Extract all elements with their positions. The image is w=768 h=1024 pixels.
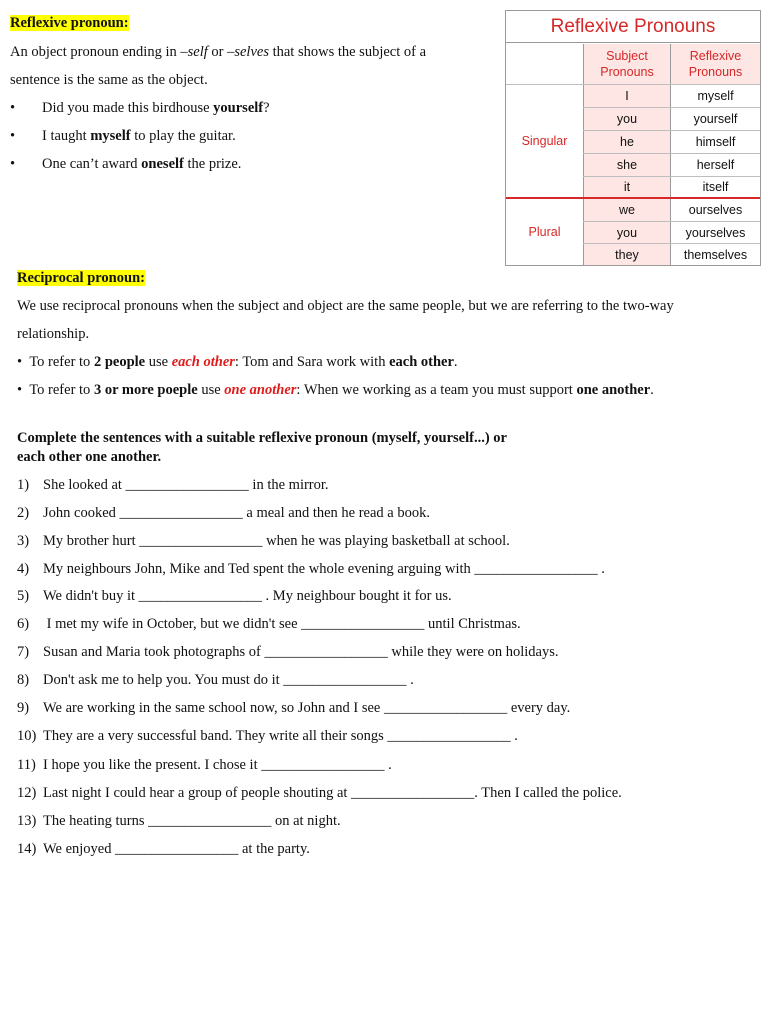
table-group-singular: Singular xyxy=(521,134,568,148)
table-divider xyxy=(583,107,760,108)
exercise-instructions-line1: Complete the sentences with a suitable reflexive pronoun (myself, yourself...) or xyxy=(17,430,507,446)
table-cell-reflexive: yourselves xyxy=(685,225,746,240)
exercise-item: 2) John cooked _________________ a meal and then he read a book. xyxy=(17,505,430,521)
exercise-instructions-line2: each other one another. xyxy=(17,449,162,465)
table-divider xyxy=(670,44,671,265)
reflexive-heading: Reflexive pronoun: xyxy=(10,15,129,31)
reciprocal-definition-line1: We use reciprocal pronouns when the subject and object are the same people, but we are referring to the two-way xyxy=(17,298,674,314)
table-cell-subject: I xyxy=(584,85,670,107)
table-divider xyxy=(583,130,760,131)
bullet-dot: • xyxy=(10,156,16,172)
table-cell-reflexive: herself xyxy=(696,158,735,172)
reflexive-example-1: • Did you made this birdhouse yourself? xyxy=(10,100,270,116)
table-cell-reflexive: himself xyxy=(695,135,736,149)
table-divider xyxy=(583,44,584,265)
exercise-item: 9) We are working in the same school now, so John and I see _________________ every day. xyxy=(17,700,571,716)
table-group-plural: Plural xyxy=(528,225,561,239)
table-cell-subject: she xyxy=(584,154,670,176)
bullet-dot: • xyxy=(10,100,16,116)
table-divider xyxy=(506,84,760,85)
exercise-item: 14) We enjoyed _________________ at the party. xyxy=(17,841,310,857)
exercise-item: 4) My neighbours John, Mike and Ted spent the whole evening arguing with _________________ . xyxy=(17,561,605,577)
bullet-dot: • xyxy=(17,354,23,370)
table-header-subject: Subject Pronouns xyxy=(584,44,670,84)
reflexive-pronouns-table xyxy=(505,10,761,266)
exercise-item: 8) Don't ask me to help you. You must do it _________________ . xyxy=(17,672,414,688)
table-header-reflexive: Reflexive Pronouns xyxy=(671,44,760,84)
table-cell-reflexive: yourself xyxy=(693,112,738,126)
exercise-item: 11) I hope you like the present. I chose it _________________ . xyxy=(17,757,392,773)
exercise-item: 10) They are a very successful band. They write all their songs _________________ . xyxy=(17,728,518,744)
table-cell-subject: you xyxy=(584,222,670,243)
table-cell-subject: he xyxy=(584,131,670,153)
reciprocal-heading: Reciprocal pronoun: xyxy=(17,270,145,286)
reciprocal-rule-three-or-more: • To refer to 3 or more poeple use one another: When we working as a team you must support one another. xyxy=(17,382,654,398)
table-cell-subject: we xyxy=(584,199,670,221)
exercise-item: 5) We didn't buy it _________________ . My neighbour bought it for us. xyxy=(17,588,452,604)
table-cell-reflexive: ourselves xyxy=(688,203,743,217)
table-group-separator xyxy=(506,197,760,199)
table-title: Reflexive Pronouns xyxy=(506,11,760,43)
exercise-item: 12) Last night I could hear a group of people shouting at _________________. Then I called the police. xyxy=(17,785,622,801)
reflexive-definition-line2: sentence is the same as the object. xyxy=(10,72,208,88)
exercise-item: 6) I met my wife in October, but we didn't see _________________ until Christmas. xyxy=(17,616,521,632)
table-cell-subject: they xyxy=(584,244,670,265)
reflexive-example-2: • I taught myself to play the guitar. xyxy=(10,128,236,144)
table-cell-subject: it xyxy=(584,177,670,197)
table-divider xyxy=(583,243,760,244)
reflexive-definition-line1: An object pronoun ending in –self or –selves that shows the subject of a xyxy=(10,44,427,60)
table-cell-reflexive: itself xyxy=(702,180,729,194)
table-cell-subject: you xyxy=(584,108,670,130)
table-divider xyxy=(583,176,760,177)
bullet-dot: • xyxy=(10,128,16,144)
table-cell-reflexive: themselves xyxy=(683,247,748,262)
reflexive-example-3: • One can’t award oneself the prize. xyxy=(10,156,242,172)
exercise-item: 1) She looked at _________________ in the mirror. xyxy=(17,477,329,493)
bullet-dot: • xyxy=(17,382,23,398)
reciprocal-rule-two-people: • To refer to 2 people use each other: Tom and Sara work with each other. xyxy=(17,354,458,370)
exercise-item: 3) My brother hurt _________________ when he was playing basketball at school. xyxy=(17,533,510,549)
reciprocal-definition-line2: relationship. xyxy=(17,326,90,342)
exercise-item: 7) Susan and Maria took photographs of _________________ while they were on holidays. xyxy=(17,644,559,660)
table-cell-reflexive: myself xyxy=(697,89,734,103)
exercise-item: 13) The heating turns _________________ on at night. xyxy=(17,813,341,829)
table-divider xyxy=(583,221,760,222)
table-divider xyxy=(583,153,760,154)
